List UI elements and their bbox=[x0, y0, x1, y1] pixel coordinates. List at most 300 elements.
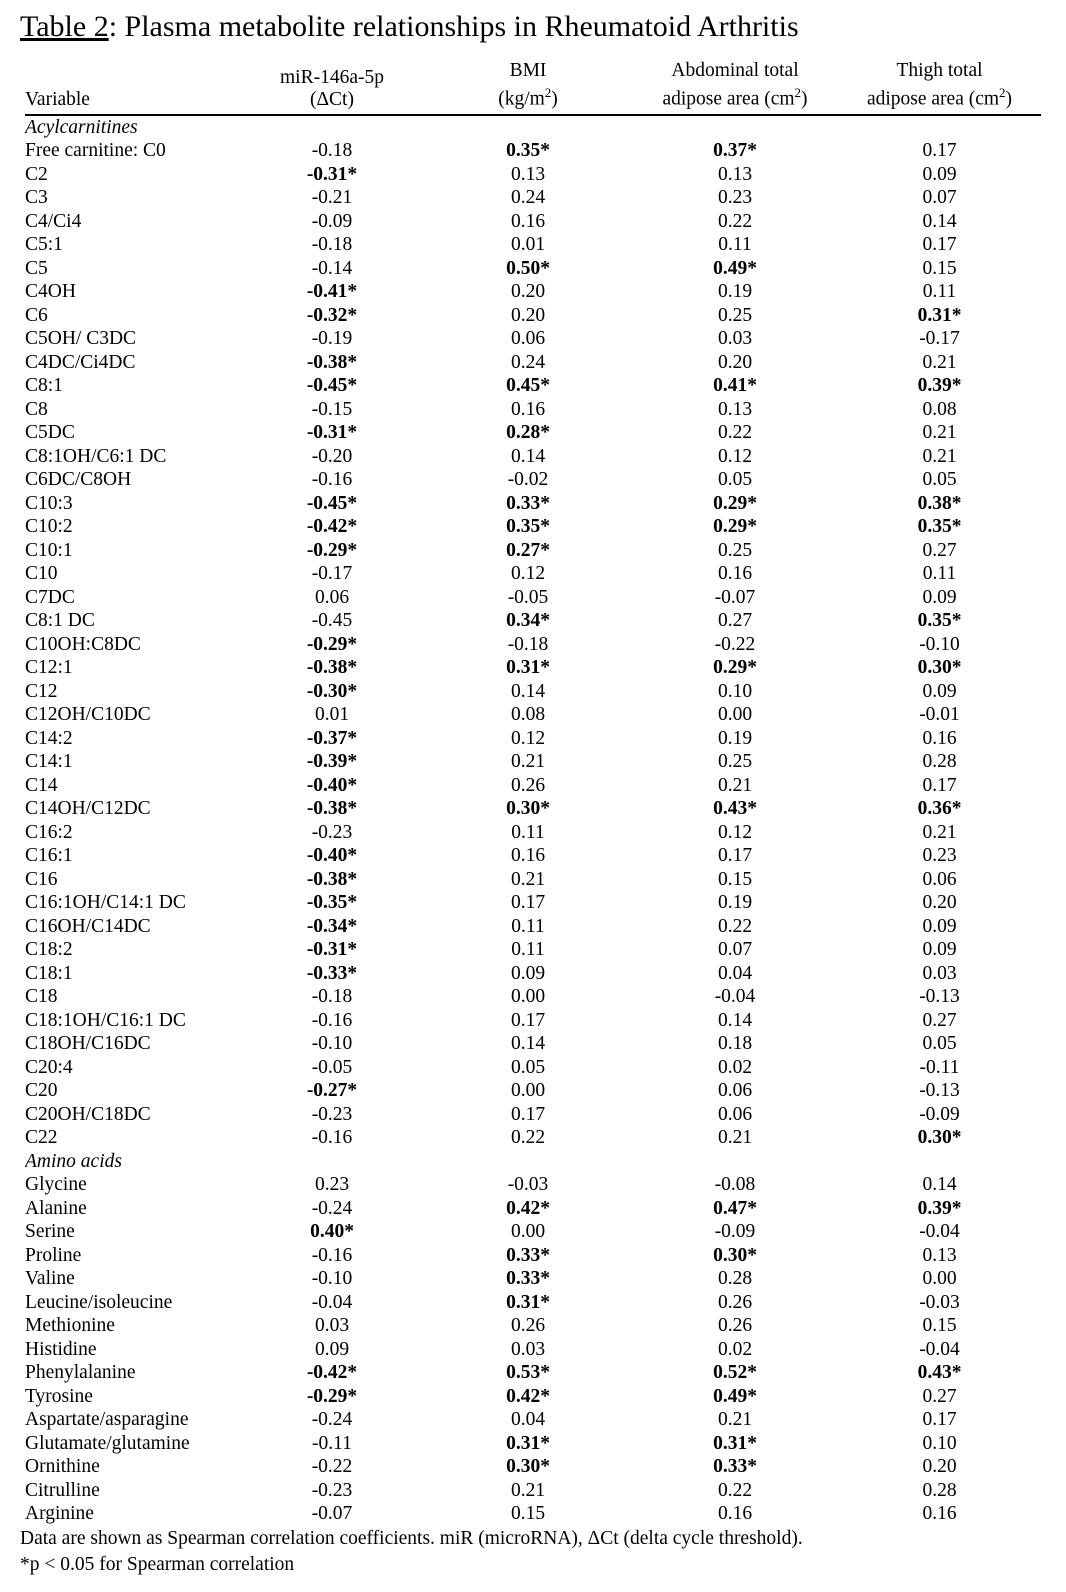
value-cell: 0.06 bbox=[922, 868, 957, 890]
variable-cell: C6 bbox=[25, 304, 48, 326]
value-cell: 0.15 bbox=[922, 1315, 957, 1336]
variable-cell: C5:1 bbox=[25, 234, 63, 255]
value-cell: 0.11 bbox=[922, 281, 957, 302]
value-cell: 0.11 bbox=[718, 234, 752, 255]
value-cell: -0.42* bbox=[306, 1362, 358, 1383]
table-row bbox=[25, 1502, 1041, 1526]
value-cell: 0.45* bbox=[506, 375, 550, 396]
value-cell: 0.38* bbox=[917, 492, 962, 514]
value-cell: 0.14 bbox=[922, 1174, 957, 1195]
value-cell: 0.17 bbox=[717, 845, 753, 866]
value-cell: -0.37* bbox=[306, 727, 358, 749]
value-cell: -0.03 bbox=[507, 1174, 549, 1195]
value-cell: -0.38* bbox=[306, 868, 358, 890]
table-row bbox=[25, 210, 1041, 234]
value-cell: -0.13 bbox=[919, 986, 960, 1007]
value-cell: 0.04 bbox=[717, 962, 753, 984]
table-row bbox=[25, 1126, 1041, 1150]
value-cell: -0.18 bbox=[311, 986, 353, 1007]
variable-cell: C12OH/C10DC bbox=[25, 704, 151, 725]
value-cell: 0.06 bbox=[510, 328, 546, 349]
value-cell: 0.49* bbox=[713, 1385, 757, 1407]
variable-cell: C16:2 bbox=[25, 821, 73, 843]
col-header-mir bbox=[240, 60, 424, 115]
variable-cell: C14OH/C12DC bbox=[25, 798, 151, 819]
variable-cell: Citrulline bbox=[25, 1479, 100, 1501]
table-row bbox=[25, 398, 1041, 422]
value-cell: 0.35* bbox=[917, 516, 962, 537]
value-cell: 0.21 bbox=[510, 868, 546, 890]
value-cell: -0.10 bbox=[311, 1268, 353, 1289]
value-cell: 0.31* bbox=[506, 657, 550, 678]
table-row bbox=[25, 962, 1041, 986]
col-header-thigh-unit: adipose area (cm bbox=[866, 88, 1000, 110]
value-cell: 0.21 bbox=[922, 821, 957, 843]
table-row bbox=[25, 468, 1041, 492]
value-cell: 0.21 bbox=[922, 445, 957, 467]
col-header-bmi-line1: BMI bbox=[509, 60, 547, 81]
value-cell: -0.42* bbox=[306, 516, 358, 537]
variable-cell: C12:1 bbox=[25, 657, 73, 678]
table-row bbox=[25, 891, 1041, 915]
metabolite-correlation-table bbox=[25, 60, 1041, 1526]
value-cell: 0.28* bbox=[506, 422, 550, 443]
value-cell: 0.18 bbox=[717, 1033, 753, 1054]
value-cell: -0.10 bbox=[919, 633, 960, 655]
col-header-mir-line2: (ΔCt) bbox=[310, 88, 354, 110]
value-cell: 0.30* bbox=[506, 1456, 550, 1477]
value-cell: 0.04 bbox=[510, 1409, 546, 1430]
value-cell: 0.27 bbox=[717, 610, 753, 631]
value-cell: 0.43* bbox=[917, 1362, 962, 1383]
value-cell: -0.45* bbox=[306, 492, 358, 514]
value-cell: 0.19 bbox=[717, 727, 753, 749]
table-row bbox=[25, 1455, 1041, 1479]
section-label: Acylcarnitines bbox=[25, 116, 138, 138]
section-row bbox=[25, 1150, 1041, 1174]
value-cell: 0.09 bbox=[922, 680, 957, 702]
value-cell: 0.16 bbox=[717, 563, 753, 584]
value-cell: -0.38* bbox=[306, 657, 358, 678]
value-cell: -0.21 bbox=[311, 187, 353, 208]
table-row bbox=[25, 1267, 1041, 1291]
table-row bbox=[25, 515, 1041, 539]
value-cell: 0.22 bbox=[717, 422, 753, 443]
value-cell: 0.05 bbox=[510, 1056, 546, 1078]
table-row bbox=[25, 421, 1041, 445]
variable-cell: C18OH/C16DC bbox=[25, 1033, 151, 1054]
value-cell: -0.29* bbox=[306, 633, 358, 655]
value-cell: -0.16 bbox=[311, 1009, 353, 1031]
variable-cell: C20OH/C18DC bbox=[25, 1103, 151, 1125]
value-cell: 0.26 bbox=[510, 1315, 546, 1336]
value-cell: -0.16 bbox=[311, 1244, 353, 1266]
value-cell: 0.25 bbox=[717, 304, 753, 326]
value-cell: 0.30* bbox=[713, 1244, 757, 1266]
table-row bbox=[25, 351, 1041, 375]
variable-cell: C20 bbox=[25, 1080, 58, 1101]
value-cell: 0.33* bbox=[506, 1244, 550, 1266]
value-cell: 0.40* bbox=[310, 1221, 354, 1242]
value-cell: -0.34* bbox=[306, 915, 358, 937]
value-cell: -0.09 bbox=[714, 1221, 756, 1242]
variable-cell: C8:1OH/C6:1 DC bbox=[25, 445, 167, 467]
variable-cell: C10:1 bbox=[25, 539, 73, 561]
table-row bbox=[25, 844, 1041, 868]
value-cell: -0.19 bbox=[311, 328, 353, 349]
value-cell: -0.31* bbox=[306, 939, 358, 960]
table-row bbox=[25, 539, 1041, 563]
table-row bbox=[25, 938, 1041, 962]
value-cell: 0.15 bbox=[717, 868, 753, 890]
value-cell: 0.33* bbox=[713, 1456, 757, 1477]
value-cell: 0.05 bbox=[717, 469, 753, 490]
table-title-text: : Plasma metabolite relationships in Rheumatoid Arthritis bbox=[108, 10, 799, 43]
value-cell: 0.11 bbox=[922, 563, 957, 584]
value-cell: 0.36* bbox=[917, 798, 962, 819]
value-cell: 0.20 bbox=[510, 281, 546, 302]
value-cell: 0.01 bbox=[314, 704, 350, 725]
value-cell: -0.05 bbox=[311, 1056, 353, 1078]
value-cell: -0.29* bbox=[306, 1385, 358, 1407]
value-cell: 0.02 bbox=[717, 1056, 753, 1078]
value-cell: 0.06 bbox=[314, 586, 350, 608]
value-cell: 0.17 bbox=[922, 234, 957, 255]
variable-cell: Leucine/isoleucine bbox=[25, 1291, 173, 1313]
value-cell: 0.41* bbox=[713, 375, 757, 396]
variable-cell: Free carnitine: C0 bbox=[25, 140, 166, 161]
col-header-abdominal-unit-close: ) bbox=[801, 88, 808, 110]
variable-cell: C10:2 bbox=[25, 516, 73, 537]
value-cell: -0.40* bbox=[306, 774, 358, 796]
value-cell: 0.05 bbox=[922, 469, 957, 490]
value-cell: 0.15 bbox=[510, 1503, 546, 1524]
value-cell: -0.07 bbox=[311, 1503, 353, 1524]
variable-cell: Aspartate/asparagine bbox=[25, 1409, 189, 1430]
variable-cell: C16:1 bbox=[25, 845, 73, 866]
table-row bbox=[25, 163, 1041, 187]
value-cell: -0.22 bbox=[311, 1456, 353, 1477]
table-row bbox=[25, 656, 1041, 680]
value-cell: 0.28 bbox=[717, 1268, 753, 1289]
value-cell: -0.15 bbox=[311, 398, 353, 420]
variable-cell: Ornithine bbox=[25, 1456, 100, 1477]
value-cell: -0.22 bbox=[714, 633, 756, 655]
value-cell: 0.28 bbox=[922, 1479, 957, 1501]
value-cell: 0.16 bbox=[510, 398, 546, 420]
variable-cell: C10:3 bbox=[25, 492, 73, 514]
value-cell: 0.15 bbox=[922, 257, 957, 279]
variable-cell: Alanine bbox=[25, 1197, 87, 1219]
value-cell: 0.10 bbox=[922, 1432, 957, 1454]
variable-cell: Phenylalanine bbox=[25, 1362, 136, 1383]
value-cell: -0.10 bbox=[311, 1033, 353, 1054]
value-cell: 0.23 bbox=[922, 845, 957, 866]
variable-cell: C10OH:C8DC bbox=[25, 633, 141, 655]
footnote-data-description: Data are shown as Spearman correlation coefficients. miR (microRNA), ΔCt (delta cycle threshold). bbox=[20, 1527, 803, 1549]
value-cell: -0.24 bbox=[311, 1409, 353, 1430]
value-cell: 0.11 bbox=[511, 821, 545, 843]
value-cell: 0.25 bbox=[717, 539, 753, 561]
value-cell: -0.09 bbox=[919, 1103, 960, 1125]
value-cell: 0.47* bbox=[713, 1197, 757, 1219]
value-cell: -0.24 bbox=[311, 1197, 353, 1219]
value-cell: 0.26 bbox=[510, 774, 546, 796]
value-cell: -0.30* bbox=[306, 680, 358, 702]
value-cell: -0.45* bbox=[306, 375, 358, 396]
value-cell: -0.41* bbox=[306, 281, 358, 302]
value-cell: 0.27* bbox=[506, 539, 550, 561]
value-cell: 0.22 bbox=[717, 915, 753, 937]
value-cell: -0.14 bbox=[311, 257, 353, 279]
col-header-bmi-unit-close: ) bbox=[551, 88, 558, 110]
value-cell: 0.20 bbox=[922, 892, 957, 913]
value-cell: 0.11 bbox=[511, 939, 545, 960]
value-cell: -0.07 bbox=[714, 586, 756, 608]
value-cell: -0.38* bbox=[306, 351, 358, 373]
value-cell: 0.28 bbox=[922, 751, 957, 772]
value-cell: -0.02 bbox=[507, 469, 549, 490]
value-cell: -0.35* bbox=[306, 892, 358, 913]
value-cell: 0.16 bbox=[922, 1503, 957, 1524]
table-row bbox=[25, 703, 1041, 727]
value-cell: 0.31* bbox=[917, 304, 962, 326]
value-cell: -0.31* bbox=[306, 163, 358, 185]
value-cell: 0.03 bbox=[717, 328, 753, 349]
value-cell: 0.17 bbox=[510, 892, 546, 913]
value-cell: -0.27* bbox=[306, 1080, 358, 1101]
variable-cell: C4DC/Ci4DC bbox=[25, 351, 136, 373]
value-cell: -0.16 bbox=[311, 469, 353, 490]
variable-cell: C20:4 bbox=[25, 1056, 73, 1078]
value-cell: -0.38* bbox=[306, 798, 358, 819]
variable-cell: C14:1 bbox=[25, 751, 73, 772]
value-cell: 0.07 bbox=[922, 187, 957, 208]
value-cell: 0.09 bbox=[510, 962, 546, 984]
value-cell: 0.14 bbox=[510, 445, 546, 467]
value-cell: -0.11 bbox=[312, 1432, 352, 1454]
table-row bbox=[25, 727, 1041, 751]
table-row bbox=[25, 257, 1041, 281]
table-row bbox=[25, 1103, 1041, 1127]
value-cell: 0.17 bbox=[510, 1103, 546, 1125]
variable-cell: Arginine bbox=[25, 1503, 94, 1524]
value-cell: -0.29* bbox=[306, 539, 358, 561]
value-cell: 0.27 bbox=[922, 1385, 957, 1407]
variable-cell: Glutamate/glutamine bbox=[25, 1432, 190, 1454]
col-header-bmi-sup: 2 bbox=[544, 85, 552, 100]
variable-cell: C6DC/C8OH bbox=[25, 469, 132, 490]
variable-cell: Proline bbox=[25, 1244, 82, 1266]
value-cell: 0.21 bbox=[510, 1479, 546, 1501]
col-header-thigh-line1: Thigh total bbox=[896, 60, 983, 81]
col-header-abdominal-unit: adipose area (cm bbox=[662, 88, 795, 110]
variable-cell: C14:2 bbox=[25, 727, 73, 749]
value-cell: 0.31* bbox=[506, 1432, 550, 1454]
value-cell: 0.22 bbox=[717, 1479, 753, 1501]
table-row bbox=[25, 1385, 1041, 1409]
table-row bbox=[25, 1220, 1041, 1244]
value-cell: 0.31* bbox=[713, 1432, 757, 1454]
value-cell: -0.17 bbox=[311, 563, 353, 584]
value-cell: 0.29* bbox=[713, 492, 757, 514]
table-row bbox=[25, 280, 1041, 304]
value-cell: 0.39* bbox=[917, 375, 962, 396]
value-cell: -0.23 bbox=[311, 1103, 353, 1125]
value-cell: 0.00 bbox=[510, 1221, 546, 1242]
value-cell: 0.03 bbox=[314, 1315, 350, 1336]
variable-cell: Glycine bbox=[25, 1174, 87, 1195]
value-cell: 0.30* bbox=[917, 657, 962, 678]
value-cell: -0.32* bbox=[306, 304, 358, 326]
value-cell: -0.23 bbox=[311, 821, 353, 843]
value-cell: 0.12 bbox=[717, 445, 753, 467]
variable-cell: C5OH/ C3DC bbox=[25, 328, 137, 349]
table-row bbox=[25, 985, 1041, 1009]
table-row bbox=[25, 915, 1041, 939]
col-header-abdominal-line1: Abdominal total bbox=[671, 60, 799, 81]
value-cell: 0.29* bbox=[713, 657, 757, 678]
value-cell: 0.43* bbox=[713, 798, 757, 819]
value-cell: -0.04 bbox=[919, 1338, 960, 1360]
variable-cell: C4OH bbox=[25, 281, 76, 302]
table-row bbox=[25, 633, 1041, 657]
table-row bbox=[25, 821, 1041, 845]
value-cell: 0.19 bbox=[717, 892, 753, 913]
value-cell: 0.12 bbox=[510, 563, 546, 584]
value-cell: -0.05 bbox=[507, 586, 549, 608]
value-cell: 0.17 bbox=[922, 774, 957, 796]
table-row bbox=[25, 1291, 1041, 1315]
value-cell: 0.16 bbox=[922, 727, 957, 749]
variable-cell: C8 bbox=[25, 398, 48, 420]
value-cell: 0.33* bbox=[506, 492, 550, 514]
variable-cell: C8:1 DC bbox=[25, 610, 95, 631]
value-cell: -0.04 bbox=[919, 1221, 960, 1242]
value-cell: -0.31* bbox=[306, 422, 358, 443]
col-header-abdominal bbox=[632, 60, 838, 115]
value-cell: 0.16 bbox=[510, 845, 546, 866]
value-cell: 0.20 bbox=[922, 1456, 957, 1477]
value-cell: 0.13 bbox=[922, 1244, 957, 1266]
table-row bbox=[25, 680, 1041, 704]
variable-cell: Serine bbox=[25, 1221, 75, 1242]
table-row bbox=[25, 1408, 1041, 1432]
value-cell: 0.27 bbox=[922, 1009, 957, 1031]
value-cell: -0.03 bbox=[919, 1291, 960, 1313]
value-cell: 0.29* bbox=[713, 516, 757, 537]
value-cell: 0.42* bbox=[506, 1197, 550, 1219]
value-cell: 0.13 bbox=[717, 163, 753, 185]
value-cell: 0.09 bbox=[922, 163, 957, 185]
value-cell: -0.16 bbox=[311, 1127, 353, 1148]
value-cell: 0.50* bbox=[506, 257, 550, 279]
col-header-thigh-unit-close: ) bbox=[1005, 88, 1013, 110]
value-cell: 0.16 bbox=[510, 210, 546, 232]
value-cell: 0.09 bbox=[922, 939, 957, 960]
col-header-variable: Variable bbox=[25, 88, 90, 110]
value-cell: 0.22 bbox=[510, 1127, 546, 1148]
col-header-abdominal-sup: 2 bbox=[794, 85, 802, 100]
variable-cell: C8:1 bbox=[25, 375, 63, 396]
footnote-significance: *p < 0.05 for Spearman correlation bbox=[20, 1553, 295, 1575]
value-cell: 0.19 bbox=[717, 281, 753, 302]
value-cell: 0.27 bbox=[922, 539, 957, 561]
value-cell: 0.21 bbox=[922, 351, 957, 373]
variable-cell: Tyrosine bbox=[25, 1385, 93, 1407]
value-cell: -0.45 bbox=[311, 610, 353, 631]
table-row bbox=[25, 1479, 1041, 1503]
table-row bbox=[25, 233, 1041, 257]
value-cell: 0.22 bbox=[717, 210, 753, 232]
value-cell: 0.35* bbox=[506, 140, 550, 161]
col-header-thigh-sup: 2 bbox=[999, 85, 1006, 100]
value-cell: -0.39* bbox=[306, 751, 358, 772]
value-cell: 0.10 bbox=[717, 680, 753, 702]
variable-cell: C18:1 bbox=[25, 962, 73, 984]
value-cell: 0.13 bbox=[717, 398, 753, 420]
value-cell: 0.21 bbox=[717, 1409, 753, 1430]
variable-cell: C5 bbox=[25, 257, 48, 279]
variable-cell: C14 bbox=[25, 774, 58, 796]
value-cell: 0.24 bbox=[510, 187, 546, 208]
variable-cell: C18:1OH/C16:1 DC bbox=[25, 1009, 186, 1031]
table-row bbox=[25, 1361, 1041, 1385]
value-cell: 0.14 bbox=[510, 1033, 546, 1054]
value-cell: 0.01 bbox=[510, 234, 546, 255]
value-cell: 0.26 bbox=[717, 1291, 753, 1313]
value-cell: 0.24 bbox=[510, 351, 546, 373]
table-row bbox=[25, 1056, 1041, 1080]
table-title bbox=[20, 10, 1066, 44]
variable-cell: C2 bbox=[25, 163, 48, 185]
table-row bbox=[25, 304, 1041, 328]
value-cell: 0.17 bbox=[922, 1409, 957, 1430]
variable-cell: C18:2 bbox=[25, 939, 73, 960]
table-row bbox=[25, 868, 1041, 892]
table-row bbox=[25, 1079, 1041, 1103]
variable-cell: Valine bbox=[25, 1268, 75, 1289]
value-cell: 0.49* bbox=[713, 257, 757, 279]
header-row bbox=[25, 60, 1041, 115]
table-row bbox=[25, 186, 1041, 210]
table-row bbox=[25, 1173, 1041, 1197]
col-header-bmi-unit: (kg/m bbox=[498, 88, 545, 110]
table-row bbox=[25, 562, 1041, 586]
table-body bbox=[25, 115, 1041, 1526]
table-row bbox=[25, 1197, 1041, 1221]
value-cell: 0.08 bbox=[922, 398, 957, 420]
value-cell: 0.12 bbox=[510, 727, 546, 749]
value-cell: 0.08 bbox=[510, 704, 546, 725]
value-cell: 0.37* bbox=[713, 140, 757, 161]
variable-cell: C22 bbox=[25, 1127, 58, 1148]
variable-cell: Methionine bbox=[25, 1315, 115, 1336]
value-cell: 0.26 bbox=[717, 1315, 753, 1336]
col-header-bmi bbox=[424, 60, 632, 115]
col-header-thigh bbox=[838, 60, 1041, 115]
value-cell: -0.18 bbox=[507, 633, 549, 655]
variable-cell: C16OH/C14DC bbox=[25, 915, 151, 937]
value-cell: 0.53* bbox=[506, 1362, 550, 1383]
value-cell: -0.04 bbox=[311, 1291, 353, 1313]
table-row bbox=[25, 797, 1041, 821]
col-header-mir-line1: miR-146a-5p bbox=[280, 66, 384, 88]
table-row bbox=[25, 586, 1041, 610]
value-cell: -0.04 bbox=[714, 986, 756, 1007]
value-cell: 0.31* bbox=[506, 1291, 550, 1313]
table-row bbox=[25, 1432, 1041, 1456]
